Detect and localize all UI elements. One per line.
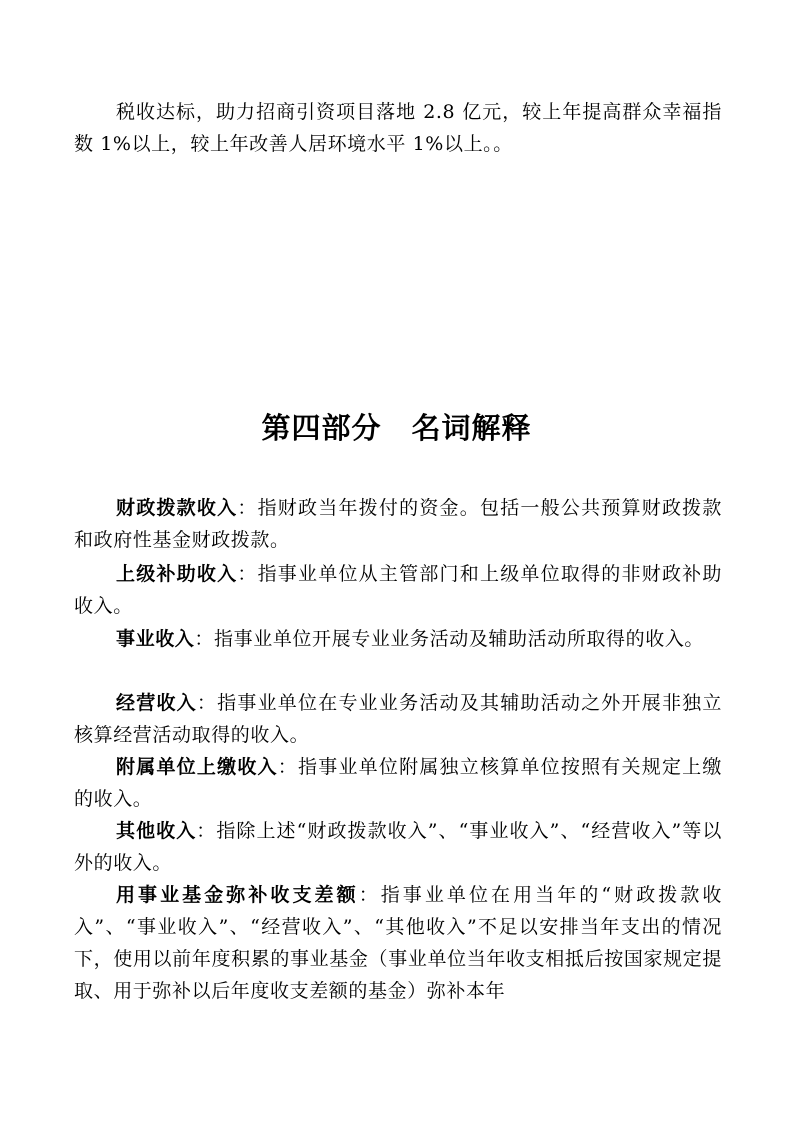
definition-text: 指财政当年拨付的资金。包括一般公共预算财政拨款和政府性基金财政拨款。 bbox=[74, 497, 722, 551]
definition-item bbox=[74, 687, 722, 751]
definition-separator: ： bbox=[237, 563, 258, 585]
definition-item bbox=[74, 815, 722, 879]
definition-term: 上级补助收入 bbox=[116, 563, 238, 585]
definition-text: 指事业单位在专业业务活动及其辅助活动之外开展非独立核算经营活动取得的收入。 bbox=[74, 692, 722, 746]
definition-term: 经营收入 bbox=[116, 692, 197, 714]
definition-text: 指事业单位从主管部门和上级单位取得的非财政补助收入。 bbox=[74, 563, 722, 617]
definition-text: 指除上述“财政拨款收入”、“事业收入”、“经营收入”等以外的收入。 bbox=[74, 820, 722, 874]
definition-term: 用事业基金弥补收支差额 bbox=[116, 884, 359, 906]
definition-separator: ： bbox=[237, 497, 258, 519]
section-heading: 第四部分 名词解释 bbox=[261, 411, 532, 445]
definition-text: 指事业单位附属独立核算单位按照有关规定上缴的收入。 bbox=[74, 756, 722, 810]
definition-item bbox=[74, 623, 722, 655]
definition-text: 指事业单位在用当年的“财政拨款收入”、“事业收入”、“经营收入”、“其他收入”不足以安排当年支出的情况下，使用以前年度积累的事业基金（事业单位当年收支相抵后按国家规定提取、用于弥补以后年度收支差额的基金）弥补本年 bbox=[74, 884, 722, 1002]
definition-separator: ： bbox=[196, 820, 217, 842]
definition-separator: ： bbox=[358, 884, 381, 906]
definition-term: 财政拨款收入 bbox=[116, 497, 238, 519]
definition-text: 指事业单位开展专业业务活动及辅助活动所取得的收入。 bbox=[214, 628, 705, 650]
intro-paragraph: 税收达标，助力招商引资项目落地 2.8 亿元，较上年提高群众幸福指数 1%以上，较上年改善人居环境水平 1%以上。。 bbox=[74, 101, 722, 155]
definition-separator: ： bbox=[277, 756, 298, 778]
definition-separator: ： bbox=[194, 628, 215, 650]
definition-item bbox=[74, 558, 722, 622]
definition-item bbox=[74, 492, 722, 556]
definition-separator: ： bbox=[196, 692, 218, 714]
definition-term: 附属单位上缴收入 bbox=[116, 756, 278, 778]
definition-item bbox=[74, 879, 722, 1007]
definition-term: 事业收入 bbox=[116, 628, 195, 650]
definition-item bbox=[74, 751, 722, 815]
definition-term: 其他收入 bbox=[116, 820, 197, 842]
